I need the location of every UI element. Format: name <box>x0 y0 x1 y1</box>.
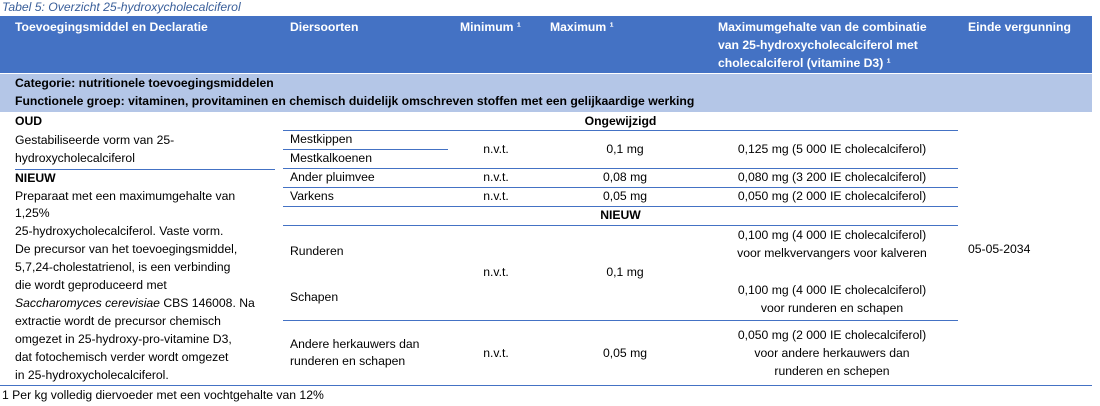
header-minimum: Minimum ¹ <box>460 20 521 34</box>
nieuw-text-line: 5,7,24-cholestatrienol, is een verbinding <box>15 260 231 274</box>
andere-combination-line: 0,050 mg (2 000 IE cholecalciferol) <box>737 328 927 342</box>
varkens-combination: 0,050 mg (2 000 IE cholecalciferol) <box>737 189 927 203</box>
nieuw-text-line-species <box>15 295 255 312</box>
table-caption: Tabel 5: Overzicht 25-hydroxycholecalciferol <box>2 0 241 14</box>
species-ander-pluimvee: Ander pluimvee <box>290 170 375 184</box>
nieuw-heading: NIEUW <box>15 171 56 185</box>
nieuw-text-line: extractie wordt de precursor chemisch <box>15 314 221 328</box>
divider <box>283 225 958 226</box>
ander-combination: 0,080 mg (3 200 IE cholecalciferol) <box>737 170 927 184</box>
poultry-minimum: n.v.t. <box>483 142 509 156</box>
runderen-combination-line: voor melkvervangers voor kalveren <box>737 246 927 260</box>
ander-minimum: n.v.t. <box>483 170 509 184</box>
species-varkens: Varkens <box>290 189 334 203</box>
nieuw-text-line: die wordt geproduceerd met <box>15 278 167 292</box>
oud-text-line: Gestabiliseerde vorm van 25- <box>15 133 175 147</box>
category-line: Categorie: nutritionele toevoegingsmiddelen <box>15 76 274 90</box>
poultry-combination: 0,125 mg (5 000 IE cholecalciferol) <box>737 142 927 156</box>
header-species: Diersoorten <box>290 20 359 34</box>
andere-combination-line: runderen en schepen <box>774 364 890 378</box>
species-andere-line: Andere herkauwers dan <box>290 337 420 351</box>
table-header <box>0 16 1092 73</box>
varkens-maximum: 0,05 mg <box>602 189 648 203</box>
species-rest: CBS 146008. Na <box>159 296 255 310</box>
nieuw-text-line: Preparaat met een maximumgehalte van <box>15 189 236 203</box>
footnote: 1 Per kg volledig diervoeder met een vochtgehalte van 12% <box>2 388 324 402</box>
table-bottom-border <box>0 385 1092 386</box>
header-end-date: Einde vergunning <box>968 20 1071 34</box>
ander-maximum: 0,08 mg <box>602 170 648 184</box>
schapen-combination-line: 0,100 mg (4 000 IE cholecalciferol) <box>737 283 927 297</box>
poultry-maximum: 0,1 mg <box>606 142 644 156</box>
andere-maximum: 0,05 mg <box>602 346 648 360</box>
species-mestkalkoenen: Mestkalkoenen <box>290 151 372 165</box>
schapen-combination-line: voor runderen en schapen <box>760 301 904 315</box>
andere-combination-line: voor andere herkauwers dan <box>754 346 910 360</box>
header-additive: Toevoegingsmiddel en Declaratie <box>15 20 208 34</box>
section-new: NIEUW <box>600 208 641 222</box>
oud-heading: OUD <box>15 114 43 128</box>
runderen-combination-line: 0,100 mg (4 000 IE cholecalciferol) <box>737 228 927 242</box>
nieuw-text-line: 1,25% <box>15 206 50 220</box>
rs-minimum: n.v.t. <box>483 265 509 279</box>
header-maximum: Maximum ¹ <box>550 20 614 34</box>
header-combination-line3: cholecalciferol (vitamine D3) ¹ <box>718 56 891 70</box>
species-name: Saccharomyces cerevisiae <box>15 296 160 310</box>
nieuw-text-line: dat fotochemisch verder wordt omgezet <box>15 350 229 364</box>
end-date: 05-05-2034 <box>968 242 1031 256</box>
divider <box>283 130 958 131</box>
species-schapen: Schapen <box>290 290 339 304</box>
varkens-minimum: n.v.t. <box>483 189 509 203</box>
header-combination-line2: van 25-hydroxycholecalciferol met <box>718 38 918 52</box>
species-runderen: Runderen <box>290 244 344 258</box>
nieuw-text-line: omgezet in 25-hydroxy-pro-vitamine D3, <box>15 332 232 346</box>
section-unchanged: Ongewijzigd <box>584 114 657 128</box>
nieuw-text-line: 25-hydroxycholecalciferol. Vaste vorm. <box>15 224 224 238</box>
rs-maximum: 0,1 mg <box>606 265 644 279</box>
nieuw-text-line: De precursor van het toevoegingsmiddel, <box>15 242 238 256</box>
category-band <box>0 74 1092 112</box>
nieuw-text-line: in 25-hydroxycholecalciferol. <box>15 368 169 382</box>
species-mestkippen: Mestkippen <box>290 132 353 146</box>
functional-group-line: Functionele groep: vitaminen, provitaminen en chemisch duidelijk omschreven stoffen met een gelijkaardige werking <box>15 94 695 108</box>
divider <box>283 320 958 321</box>
andere-minimum: n.v.t. <box>483 346 509 360</box>
species-andere-line: runderen en schapen <box>290 354 406 368</box>
header-combination-line1: Maximumgehalte van de combinatie <box>718 20 927 34</box>
oud-text-line: hydroxycholecalciferol <box>15 151 135 165</box>
